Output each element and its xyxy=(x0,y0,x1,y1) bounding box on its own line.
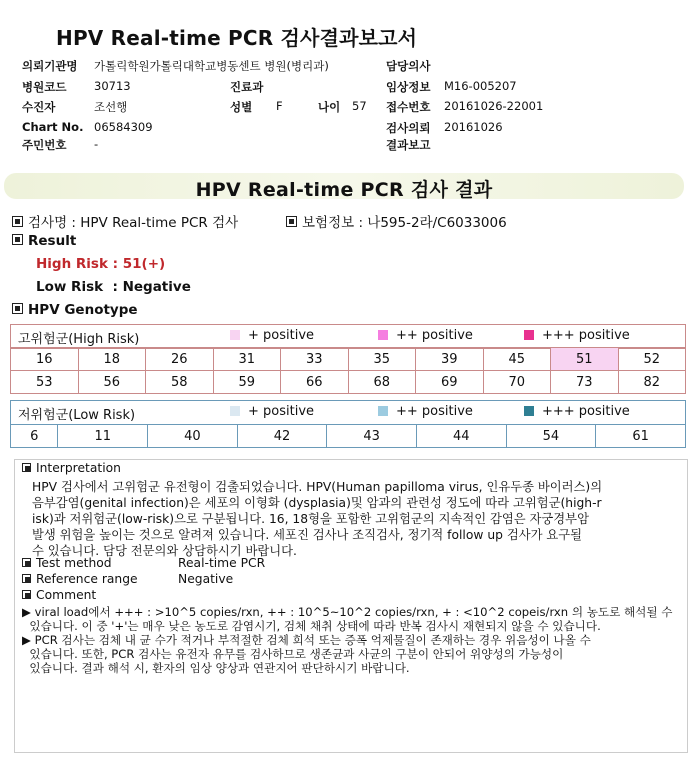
high-legend-1 xyxy=(230,328,314,343)
info-label: 결과보고 xyxy=(386,138,431,152)
genotype-cell: 66 xyxy=(281,371,349,394)
info-label: 검사의뢰 xyxy=(386,121,431,135)
info-value: 20161026-22001 xyxy=(444,99,544,113)
info-label: 임상정보 xyxy=(386,80,431,94)
genotype-cell: 26 xyxy=(146,348,214,371)
info-row xyxy=(22,99,55,115)
genotype-cell: 16 xyxy=(11,348,79,371)
interpretation-heading: Interpretation xyxy=(36,461,121,475)
dept-label: 진료과 xyxy=(230,80,264,94)
banner-title: HPV Real-time PCR 검사 결과 xyxy=(195,179,493,201)
legend-label: +++ positive xyxy=(542,404,630,419)
genotype-cell: 18 xyxy=(78,348,146,371)
result-heading: Result xyxy=(28,233,77,249)
genotype-cell: 69 xyxy=(416,371,484,394)
high-legend-3 xyxy=(524,328,630,343)
result-heading-line xyxy=(12,233,76,249)
genotype-cell: 58 xyxy=(146,371,214,394)
method-line xyxy=(22,556,112,570)
genotype-cell: 61 xyxy=(596,425,686,448)
info-label: Chart No. xyxy=(22,120,84,134)
genotype-cell: 54 xyxy=(506,425,596,448)
info-value: 30713 xyxy=(94,79,131,93)
info-value: M16-005207 xyxy=(444,79,517,93)
comment-line: ▶ viral load에서 +++ : >10^5 copies/rxn, ++ : 10^5~10^2 copies/rxn, + : <10^2 copeis/rxn 의 농도로 해석될 수 xyxy=(22,605,673,619)
table-row xyxy=(11,348,686,371)
interpretation-line: 수 있습니다. 담당 전문의와 상담하시기 바랍니다. xyxy=(32,544,297,558)
genotype-cell: 70 xyxy=(483,371,551,394)
genotype-cell: 39 xyxy=(416,348,484,371)
bullet-square-icon xyxy=(22,574,31,583)
genotype-cell: 6 xyxy=(11,425,58,448)
legend-swatch xyxy=(230,330,240,340)
info-label: 병원코드 xyxy=(22,80,67,94)
legend-swatch xyxy=(524,330,534,340)
legend-label: ++ positive xyxy=(396,328,473,343)
genotype-cell: 82 xyxy=(618,371,686,394)
info-label: 수진자 xyxy=(22,100,56,114)
genotype-cell: 42 xyxy=(237,425,327,448)
info-label: 담당의사 xyxy=(386,59,431,73)
legend-label: +++ positive xyxy=(542,328,630,343)
legend-swatch xyxy=(378,406,388,416)
bullet-square-icon xyxy=(286,216,297,227)
comment-line: ▶ PCR 검사는 검체 내 균 수가 적거나 부적절한 검체 희석 또는 증폭 억제물질이 존재하는 경우 위음성이 나올 수 xyxy=(22,633,591,647)
genotype-cell: 52 xyxy=(618,348,686,371)
genotype-cell: 43 xyxy=(327,425,417,448)
info-value: 20161026 xyxy=(444,120,503,134)
sex-label: 성별 xyxy=(230,100,253,114)
page-title: HPV Real-time PCR 검사결과보고서 xyxy=(56,26,418,50)
table-row xyxy=(11,425,686,448)
comment-heading: Comment xyxy=(36,588,97,602)
interpretation-line: HPV 검사에서 고위험군 유전형이 검출되었습니다. HPV(Human papilloma virus, 인유두종 바이러스)의 xyxy=(32,480,603,494)
info-label: 접수번호 xyxy=(386,100,431,114)
genotype-heading: HPV Genotype xyxy=(28,302,138,318)
interpretation-line: 발생 위험을 높이는 것으로 알려져 있습니다. 세포진 검사나 조직검사, 정기적 follow up 검사가 요구될 xyxy=(32,528,583,542)
comment-line: 있습니다. 또한, PCR 검사는 유전자 유무를 검사하므로 생존균과 사균의 구분이 안되어 위양성의 가능성이 xyxy=(22,647,564,661)
insurance-line xyxy=(286,211,507,231)
bullet-square-icon xyxy=(12,216,23,227)
low-legend-2 xyxy=(378,404,473,419)
interpretation-heading-line xyxy=(22,461,121,475)
test-name-line xyxy=(12,211,238,231)
info-label: 의뢰기관명 xyxy=(22,59,78,73)
result-banner xyxy=(4,173,684,199)
info-value: 조선행 xyxy=(94,100,128,114)
high-risk-table xyxy=(10,347,686,394)
info-row xyxy=(22,137,66,153)
genotype-cell: 68 xyxy=(348,371,416,394)
high-legend-2 xyxy=(378,328,473,343)
comment-heading-line xyxy=(22,588,96,602)
bullet-square-icon xyxy=(22,558,31,567)
reference-line xyxy=(22,572,138,586)
legend-swatch xyxy=(378,330,388,340)
legend-swatch xyxy=(524,406,534,416)
legend-label: ++ positive xyxy=(396,404,473,419)
info-row xyxy=(22,79,66,95)
info-value: 가톨릭학원가톨릭대학교병동센트 병원(병리과) xyxy=(94,59,329,73)
sex-value: F xyxy=(276,99,283,113)
info-value: - xyxy=(94,137,99,151)
low-legend-3 xyxy=(524,404,630,419)
bullet-square-icon xyxy=(22,463,31,472)
legend-label: + positive xyxy=(248,404,315,419)
bullet-square-icon xyxy=(22,590,31,599)
bullet-square-icon xyxy=(12,234,23,245)
test-name: 검사명 : HPV Real-time PCR 검사 xyxy=(28,215,239,231)
high-risk-label: 고위험군(High Risk) xyxy=(18,332,140,347)
genotype-cell: 59 xyxy=(213,371,281,394)
low-legend-1 xyxy=(230,404,314,419)
reference-label: Reference range xyxy=(36,572,138,586)
table-row xyxy=(11,371,686,394)
legend-swatch xyxy=(230,406,240,416)
genotype-cell: 33 xyxy=(281,348,349,371)
genotype-cell: 11 xyxy=(58,425,148,448)
high-risk-result: High Risk : 51(+) xyxy=(36,256,166,272)
reference-value: Negative xyxy=(178,572,234,586)
legend-label: + positive xyxy=(248,328,315,343)
genotype-cell: 45 xyxy=(483,348,551,371)
genotype-cell: 73 xyxy=(551,371,619,394)
interpretation-line: isk)과 저위험군(low-risk)으로 구분됩니다. 16, 18형을 포함한 고위험군의 지속적인 감염은 자궁경부암 xyxy=(32,512,589,526)
info-row xyxy=(22,120,83,134)
method-label: Test method xyxy=(36,556,112,570)
interpretation-line: 음부감염(genital infection)은 세포의 이형화 (dysplasia)및 암과의 관련성 정도에 따라 고위험군(high-r xyxy=(32,496,602,510)
method-value: Real-time PCR xyxy=(178,556,266,570)
genotype-cell: 44 xyxy=(416,425,506,448)
insurance-info: 보험정보 : 나595-2라/C6033006 xyxy=(302,215,507,231)
genotype-heading-line xyxy=(12,302,138,318)
low-risk-result: Low Risk : Negative xyxy=(36,279,191,295)
info-value: 06584309 xyxy=(94,120,153,134)
genotype-cell: 56 xyxy=(78,371,146,394)
comment-line: 있습니다. 결과 해석 시, 환자의 임상 양상과 연관지어 판단하시기 바랍니다. xyxy=(22,661,410,675)
genotype-cell: 53 xyxy=(11,371,79,394)
low-risk-label: 저위험군(Low Risk) xyxy=(18,408,136,423)
age-value: 57 xyxy=(352,99,367,113)
comment-line: 있습니다. 이 중 '+'는 매우 낮은 농도로 감염시기, 검체 채취 상태에 따라 반복 검사시 재현되지 않을 수 있습니다. xyxy=(22,619,601,633)
genotype-cell-positive: 51 xyxy=(551,348,619,371)
info-row xyxy=(22,58,78,74)
genotype-cell: 40 xyxy=(148,425,238,448)
genotype-cell: 31 xyxy=(213,348,281,371)
info-label: 주민번호 xyxy=(22,138,67,152)
bullet-square-icon xyxy=(12,303,23,314)
age-label: 나이 xyxy=(318,100,341,114)
low-risk-table xyxy=(10,424,686,448)
genotype-cell: 35 xyxy=(348,348,416,371)
